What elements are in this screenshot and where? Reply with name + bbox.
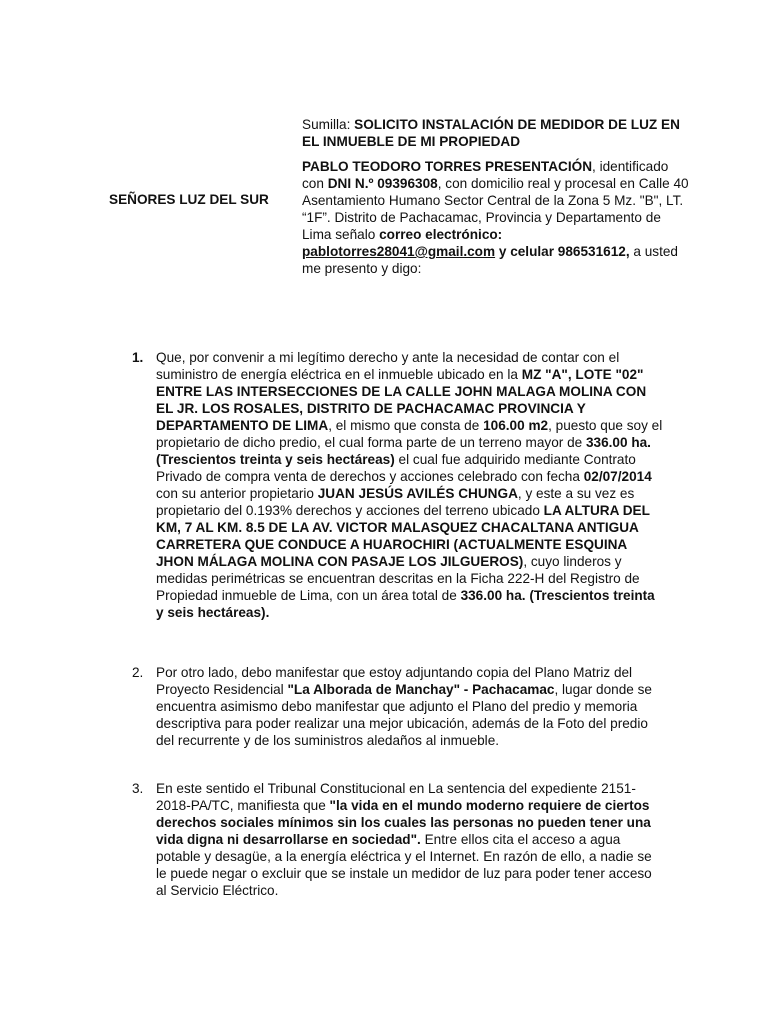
item-paragraph bbox=[156, 349, 666, 621]
dni: DNI N.º 09396308 bbox=[327, 176, 438, 191]
text: Por otro lado, debo manifestar que estoy adjuntando copia del Plano Matriz del Proyecto Residencial bbox=[156, 665, 633, 697]
bold-text: 106.00 m2 bbox=[483, 418, 549, 433]
text: el cual fue adquirido mediante Contrato Privado de compra venta de derechos y acciones celebrado con fecha bbox=[156, 452, 636, 484]
text: , cuyo linderos y medidas perimétricas se encuentran descritas en la Ficha 222-H del Registro de Propiedad inmueble de Lima, con un área total de bbox=[156, 554, 640, 603]
text: , puesto que soy el propietario de dicho predio, el cual forma parte de un terreno mayor de bbox=[156, 418, 663, 450]
addressee: SEÑORES LUZ DEL SUR bbox=[109, 192, 269, 207]
applicant-name: PABLO TEODORO TORRES PRESENTACIÓN bbox=[302, 159, 593, 174]
text: con su anterior propietario bbox=[156, 486, 318, 501]
bold-text: JUAN JESÚS AVILÉS CHUNGA bbox=[317, 486, 518, 501]
text: , y este a su vez es propietario del 0.193% derechos y acciones del terreno ubicado bbox=[156, 486, 635, 518]
item-paragraph bbox=[156, 780, 666, 899]
email-link[interactable]: pablotorres28041@gmail.com bbox=[302, 244, 496, 259]
text: , el mismo que consta de bbox=[328, 418, 484, 433]
bold-text: 336.00 ha. (Trescientos treinta y seis hectáreas). bbox=[156, 588, 655, 620]
bold-text: 02/07/2014 bbox=[583, 469, 652, 484]
item-number: 3. bbox=[132, 781, 144, 796]
intro-text: , identificado con bbox=[302, 159, 669, 191]
bold-text: "La Alborada de Manchay" - Pachacamac bbox=[287, 682, 555, 697]
sumilla-title: SOLICITO INSTALACIÓN DE MEDIDOR DE LUZ EN EL INMUEBLE DE MI PROPIEDAD bbox=[302, 117, 680, 149]
sumilla bbox=[302, 116, 692, 150]
bold-text: MZ "A", LOTE "02" ENTRE LAS INTERSECCIONES DE LA CALLE JOHN MALAGA MOLINA CON EL JR. LOS ROSALES, DISTRITO DE PACHACAMAC PROVINCIA Y DEPARTAMENTO DE LIMA bbox=[156, 367, 647, 433]
item-number: 1. bbox=[132, 350, 144, 365]
text: Que, por convenir a mi legítimo derecho y ante la necesidad de contar con el suministro de energía eléctrica en el inmueble ubicado en la bbox=[156, 350, 620, 382]
intro-text: , con domicilio real y procesal en Calle 40 Asentamiento Humano Sector Central de la Zona 5 Mz. "B", LT. “1F”. Distrito de Pachacamac, Provincia y Departamento de Lima señalo bbox=[302, 176, 689, 242]
text: , lugar donde se encuentra asimismo debo manifestar que adjunto el Plano del predio y memoria descriptiva para poder realizar una mejor ubicación, además de la Foto del predio del recurrente y de los suministros aledaños al inmueble. bbox=[156, 682, 652, 748]
text: En este sentido el Tribunal Constitucional en La sentencia del expediente 2151-2018-PA/TC, manifiesta que bbox=[156, 781, 636, 813]
item-paragraph bbox=[156, 664, 666, 749]
text: Entre ellos cita el acceso a agua potable y desagüe, a la energía eléctrica y el Internet. En razón de ello, a nadie se le puede negar o excluir que se instale un medidor de luz para poder tener acceso al Servicio Eléctrico. bbox=[156, 832, 652, 898]
sumilla-label: Sumilla: bbox=[302, 117, 351, 132]
intro-paragraph bbox=[302, 158, 692, 277]
phone: y celular 986531612, bbox=[495, 244, 630, 259]
intro-text: a usted me presento y digo: bbox=[302, 244, 678, 276]
bold-text: "la vida en el mundo moderno requiere de ciertos derechos sociales mínimos sin los cuales las personas no pueden tener una vida digna ni desarrollarse en sociedad". bbox=[156, 798, 651, 847]
item-number: 2. bbox=[132, 665, 144, 680]
email-label: correo electrónico: bbox=[379, 227, 503, 242]
bold-text: 336.00 ha. (Trescientos treinta y seis hectáreas) bbox=[156, 435, 651, 467]
bold-text: LA ALTURA DEL KM, 7 AL KM. 8.5 DE LA AV. VICTOR MALASQUEZ CHACALTANA ANTIGUA CARRETERA QUE CONDUCE A HUAROCHIRI (ACTUALMENTE ESQUINA JHON MÁLAGA MOLINA CON PASAJE LOS JILGUEROS) bbox=[156, 503, 650, 569]
